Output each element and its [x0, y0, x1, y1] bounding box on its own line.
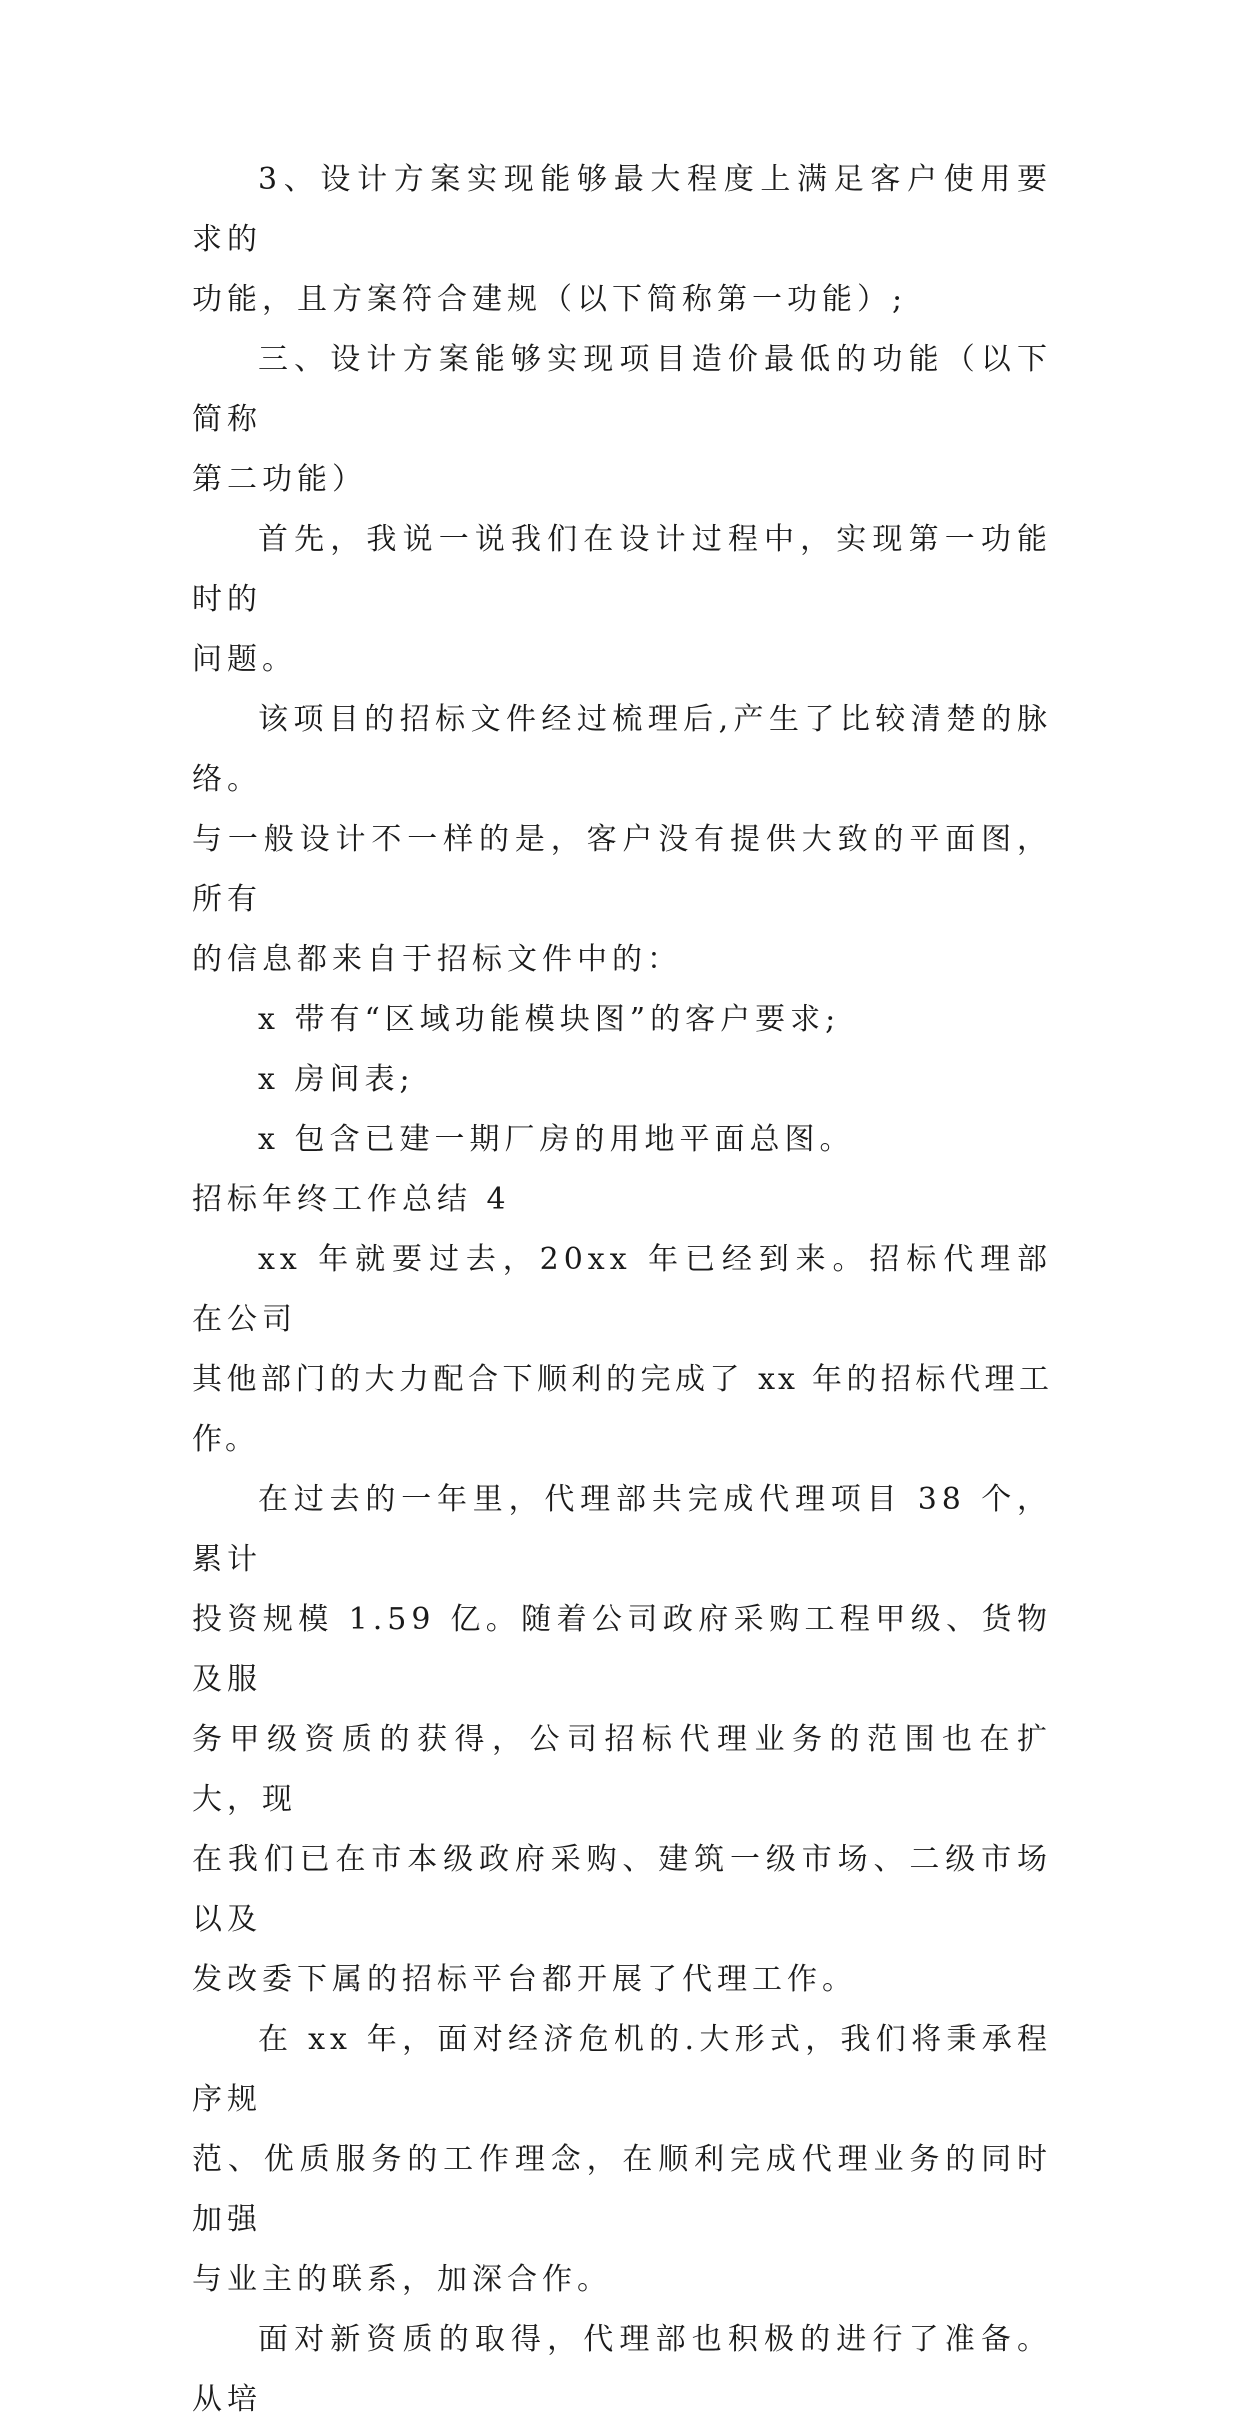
- text-line: 与业主的联系，加深合作。: [192, 2262, 612, 2297]
- paragraph-design-goal-1: [192, 150, 1052, 330]
- text-line: 问题。: [192, 642, 297, 677]
- list-item-room-table: [192, 1050, 1052, 1110]
- paragraph-tender-documents: [192, 690, 1052, 990]
- text-line: 务甲级资质的获得，公司招标代理业务的范围也在扩大，现: [192, 1722, 1052, 1817]
- text-line: 发改委下属的招标平台都开展了代理工作。: [192, 1962, 857, 1997]
- text-line: 在 xx 年，面对经济危机的.大形式，我们将秉承程序规: [192, 2022, 1052, 2117]
- text-line: 与一般设计不一样的是，客户没有提供大致的平面图，所有: [192, 822, 1052, 917]
- text-line: 范、优质服务的工作理念，在顺利完成代理业务的同时加强: [192, 2142, 1052, 2237]
- text-line: 该项目的招标文件经过梳理后,产生了比较清楚的脉络。: [192, 702, 1052, 797]
- text-line: 三、设计方案能够实现项目造价最低的功能（以下简称: [192, 342, 1052, 437]
- text-line: 功能，且方案符合建规（以下简称第一功能）;: [192, 282, 908, 317]
- text-line: 的信息都来自于招标文件中的：: [192, 942, 682, 977]
- text-line: 首先，我说一说我们在设计过程中，实现第一功能时的: [192, 522, 1052, 617]
- text-line: 投资规模 1.59 亿。随着公司政府采购工程甲级、货物及服: [192, 1602, 1052, 1697]
- paragraph-design-goal-2: [192, 330, 1052, 510]
- text-line: x 包含已建一期厂房的用地平面总图。: [258, 1122, 855, 1157]
- text-line: xx 年就要过去，20xx 年已经到来。招标代理部在公司: [192, 1242, 1052, 1337]
- text-line: 在过去的一年里，代理部共完成代理项目 38 个，累计: [192, 1482, 1052, 1577]
- paragraph-economic-crisis: [192, 2010, 1052, 2310]
- list-item-module-diagram: [192, 990, 1052, 1050]
- paragraph-first-function: [192, 510, 1052, 690]
- section-heading: 招标年终工作总结 4: [192, 1182, 511, 1217]
- document-body: [192, 150, 1052, 2430]
- paragraph-year-intro: [192, 1230, 1052, 1470]
- paragraph-past-year: [192, 1470, 1052, 2010]
- paragraph-new-qualification: [192, 2310, 1052, 2430]
- text-line: 第二功能）: [192, 462, 367, 497]
- text-line: 面对新资质的取得，代理部也积极的进行了准备。从培: [192, 2322, 1052, 2417]
- text-line: 在我们已在市本级政府采购、建筑一级市场、二级市场以及: [192, 1842, 1052, 1937]
- text-line: x 带有“区域功能模块图”的客户要求;: [258, 1002, 841, 1037]
- text-line: x 房间表;: [258, 1062, 415, 1097]
- text-line: 其他部门的大力配合下顺利的完成了 xx 年的招标代理工作。: [192, 1362, 1052, 1457]
- list-item-site-plan: [192, 1110, 1052, 1170]
- text-line: 3、设计方案实现能够最大程度上满足客户使用要求的: [192, 162, 1052, 257]
